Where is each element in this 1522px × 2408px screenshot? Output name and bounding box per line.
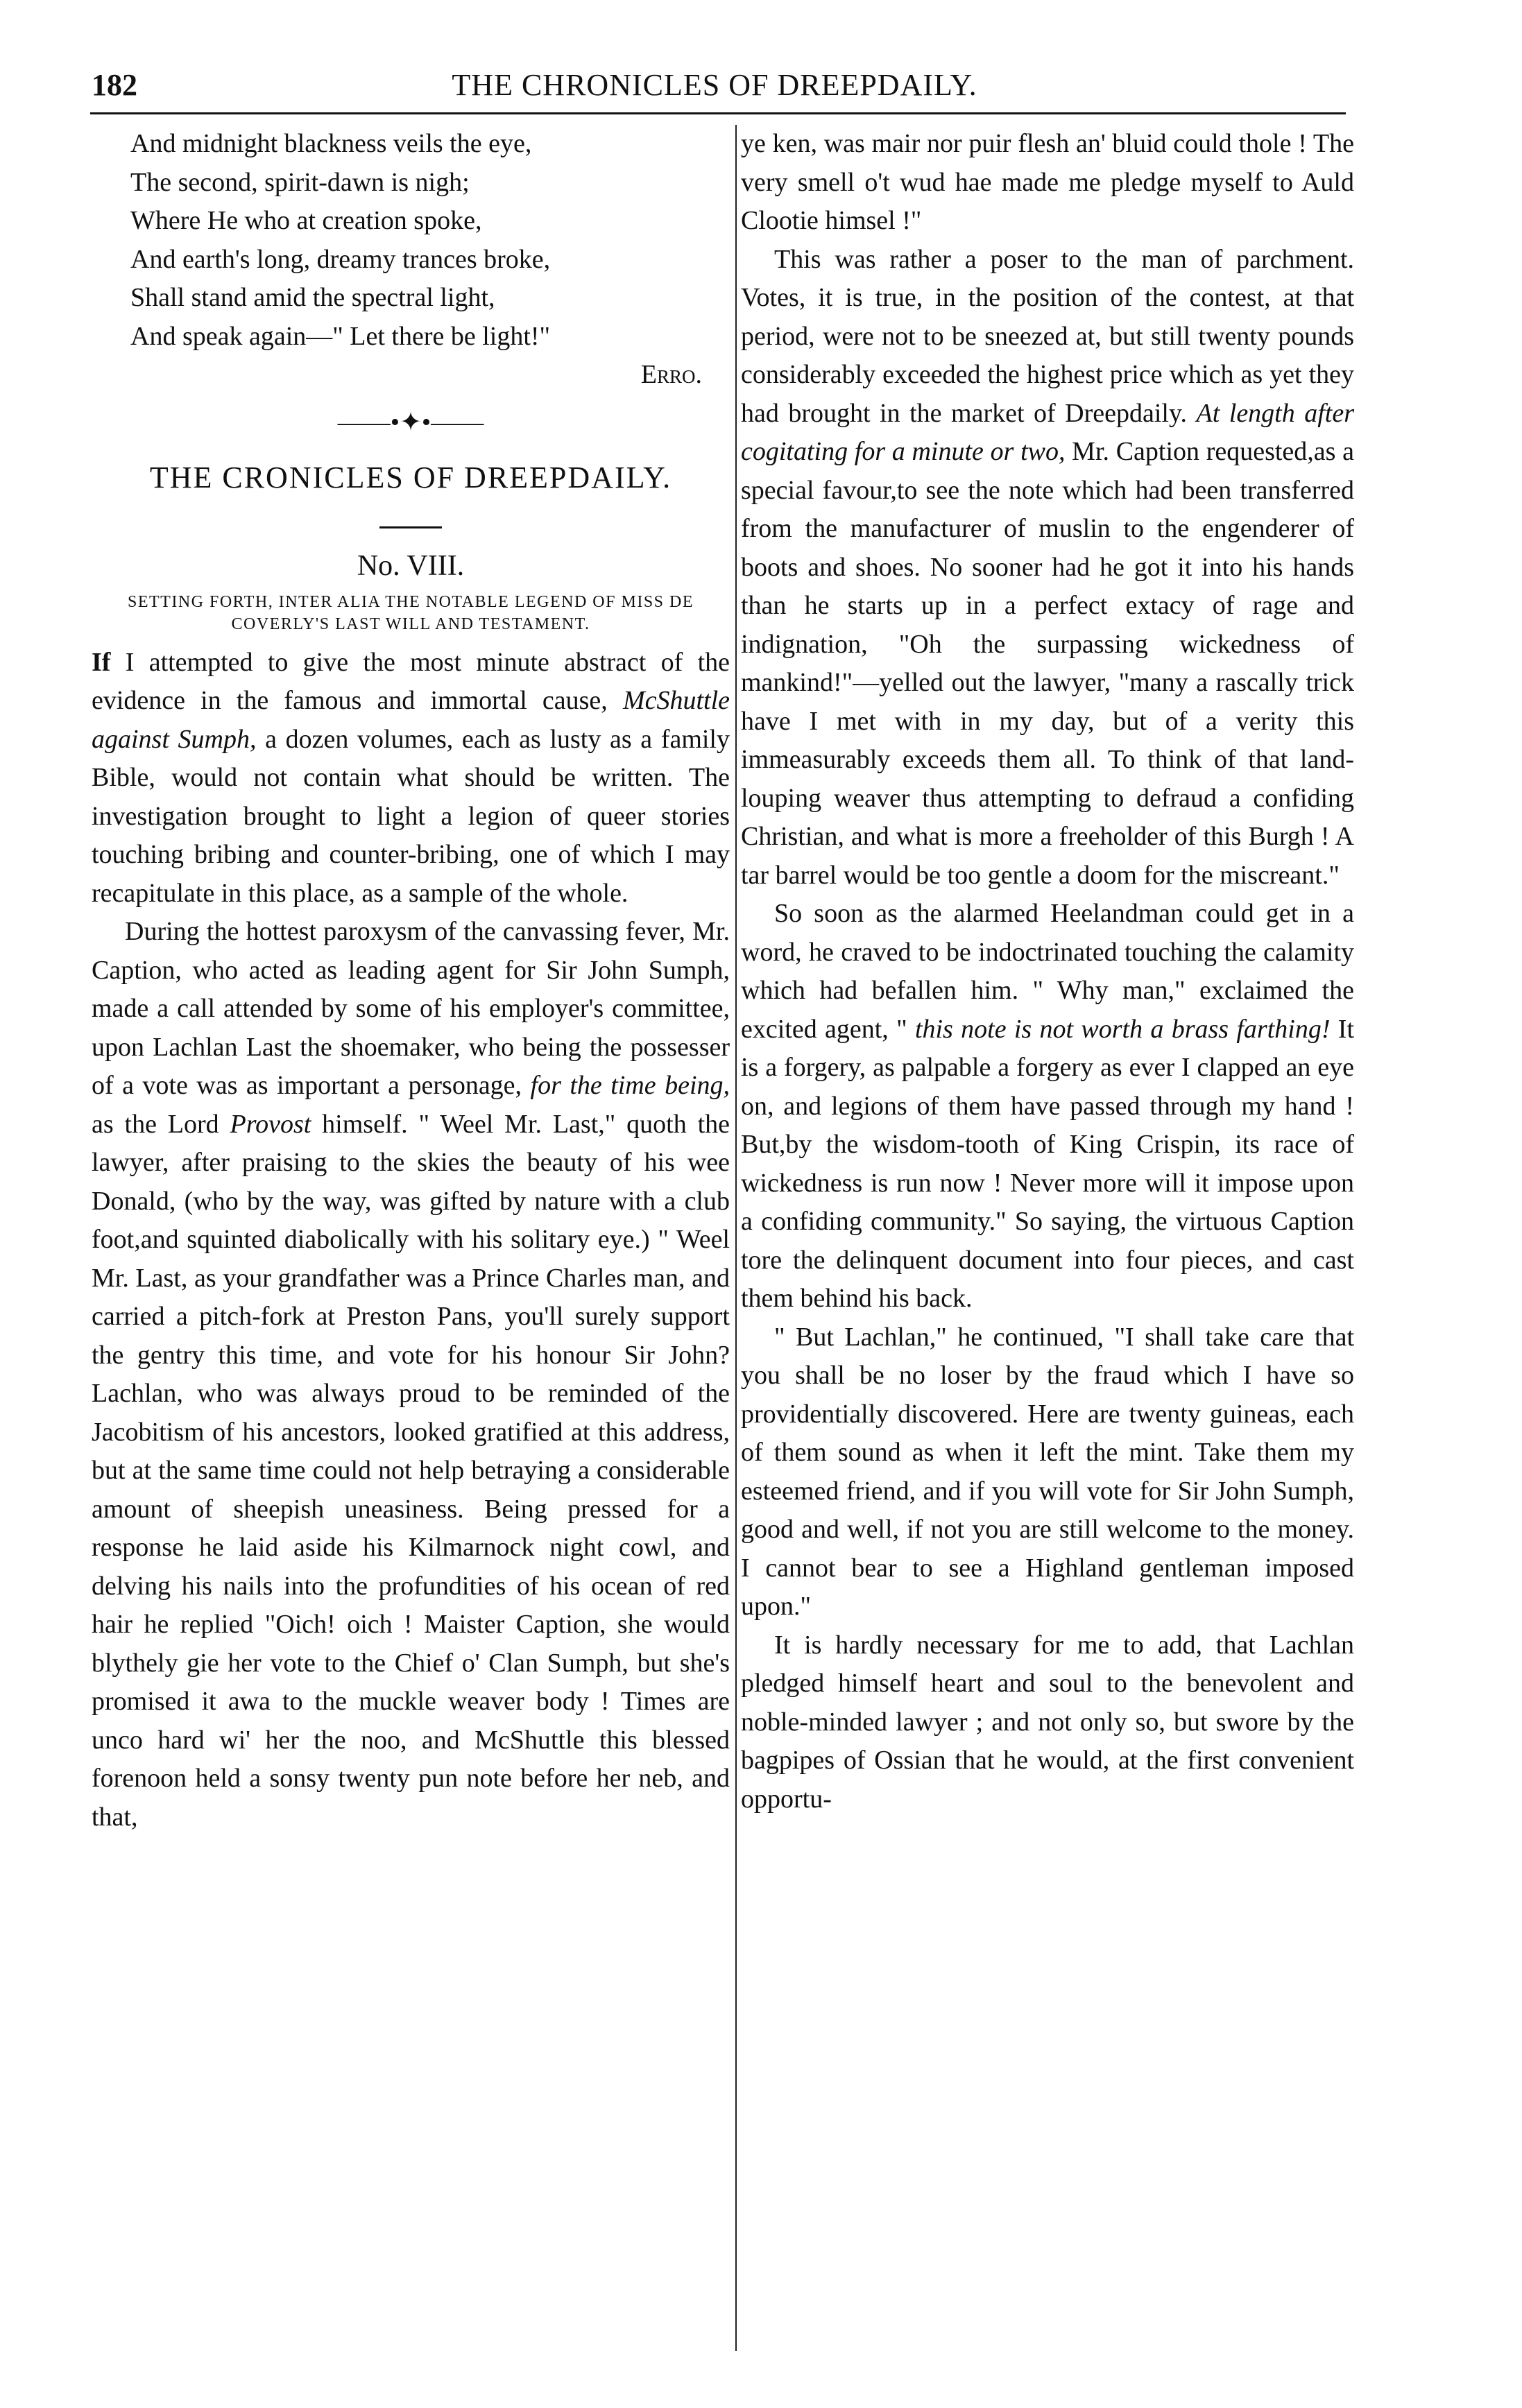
- paragraph: So soon as the alarmed Heelandman could get in a word, he craved to be indoctrinated touching the calamity which had befallen him. " Why man," exclaimed the excited agent, " this note is not worth a brass farthing! It is a forgery, as palpable a forgery as ever I clapped an eye on, and legions of them have passed through my hand ! But,by the wisdom-tooth of King Crispin, its race of wickedness is run now ! Never more will it impose upon a confiding community." So saying, the virtuous Caption tore the delinquent document into four pieces, and cast them behind his back.: [741, 899, 1355, 1313]
- poem-line: The second, spirit-dawn is nigh;: [130, 167, 470, 197]
- header-rule: [90, 112, 1346, 114]
- left-column: [92, 125, 730, 1837]
- section-title: THE CRONICLES OF DREEPDAILY.: [149, 460, 672, 495]
- poem-line: And earth's long, dreamy trances broke,: [130, 244, 551, 274]
- chapter-number: No. VIII.: [357, 549, 465, 582]
- paragraph: " But Lachlan," he continued, "I shall take care that you shall be no loser by the fraud which I have so providentially discovered. Here are twenty guineas, each of them sound as when it left the mint. Take them my esteemed friend, and if you will vote for Sir John Sumph, good and well, if not you are still welcome to the money. I cannot bear to see a Highland gentleman imposed upon.": [741, 1322, 1354, 1621]
- paragraph: ye ken, was mair nor puir flesh an' bluid could thole ! The very smell o't wud hae made me pledge myself to Auld Clootie himsel !": [741, 129, 1354, 235]
- paragraph: This was rather a poser to the man of parchment. Votes, it is true, in the position of the contest, at that period, were not to be sneezed at, but still twenty pounds considerably exceeded the highest price which as yet they had brought in the market of Dreepdaily. At length after cogitating for a minute or two, Mr. Caption requested,as a special favour,to see the note which had been transferred from the manufacturer of muslin to the engenderer of boots and shoes. No sooner had he got it into his hands than he starts up in a perfect extacy of rage and indignation, "Oh the surpassing wickedness of mankind!"—yelled out the lawyer, "many a rascally trick have I met with in my day, but of a verity this immeasurably exceeds them all. To think of that land-louping weaver thus attempting to defraud a confiding Christian, and what is more a freeholder of this Burgh ! A tar barrel would be too gentle a doom for the miscreant.": [741, 244, 1355, 890]
- column-divider: [735, 125, 737, 2351]
- right-column: [741, 125, 1354, 1818]
- ornament-divider: ——•✦•——: [337, 407, 484, 437]
- paragraph: It is hardly necessary for me to add, that Lachlan pledged himself heart and soul to the benevolent and noble-minded lawyer ; and not only so, but swore by the bagpipes of Ossian that he would, at the first convenient opportu-: [741, 1630, 1354, 1814]
- page-number: 182: [92, 68, 137, 102]
- poem-line: Where He who at creation spoke,: [130, 206, 482, 235]
- poem-line: And speak again—" Let there be light!": [130, 321, 551, 351]
- poem: [130, 125, 730, 356]
- running-title: THE CHRONICLES OF DREEPDAILY.: [452, 68, 977, 102]
- running-header: [83, 61, 1346, 110]
- paragraph: During the hottest paroxysm of the canvassing fever, Mr. Caption, who acted as leading agent for Sir John Sumph, made a call attended by some of his employer's committee, upon Lachlan Last the shoemaker, who being the possesser of a vote was as important a personage, for the time being, as the Lord Provost himself. " Weel Mr. Last," quoth the lawyer, after praising to the skies the beauty of his wee Donald, (who by the way, was gifted by nature with a club foot,and squinted diabolically with his solitary eye.) " Weel Mr. Last, as your grandfather was a Prince Charles man, and carried a pitch-fork at Preston Pans, you'll surely support the gentry this time, and vote for his honour Sir John? Lachlan, who was always proud to be reminded of the Jacobitism of his ancestors, looked gratified at this address, but at the same time could not help betraying a considerable amount of sheepish uneasiness. Being pressed for a response he laid aside his Kilmarnock night cowl, and delving his nails into the profundities of his ocean of red hair he replied "Oich! oich ! Maister Caption, she would blythely gie her vote to the Chief o' Clan Sumph, but she's promised it awa to the muckle weaver body ! Times are unco hard wi' her the noo, and McShuttle this blessed forenoon held a sonsy twenty pun note before her neb, and that,: [92, 917, 730, 1832]
- poem-line: And midnight blackness veils the eye,: [130, 129, 532, 158]
- chapter-subhead: SETTING FORTH, INTER ALIA THE NOTABLE LEGEND OF MISS DE COVERLY'S LAST WILL AND TESTAMENT.: [128, 592, 694, 633]
- short-rule: [379, 526, 442, 528]
- poem-line: Shall stand amid the spectral light,: [130, 283, 495, 312]
- poem-signature: Erro.: [640, 360, 702, 389]
- paragraph: If I attempted to give the most minute abstract of the evidence in the famous and immortal cause, McShuttle against Sumph, a dozen volumes, each as lusty as a family Bible, would not contain what should be written. The investigation brought to light a legion of queer stories touching bribing and counter-bribing, one of which I may recapitulate in this place, as a sample of the whole.: [92, 647, 730, 908]
- drop-cap: If: [92, 647, 111, 677]
